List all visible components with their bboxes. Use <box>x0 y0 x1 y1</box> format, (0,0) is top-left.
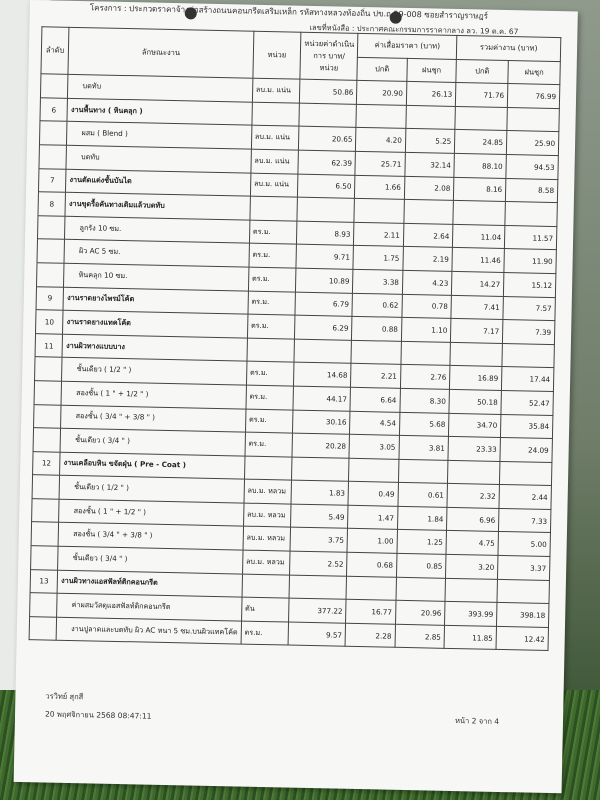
table-body <box>29 74 560 651</box>
row-no <box>39 145 67 169</box>
row-no <box>32 475 60 499</box>
row-unit: ลบ.ม. หลวม <box>243 527 291 552</box>
row-price-change-rain: 2.64 <box>403 223 453 248</box>
row-price-change-normal <box>346 576 396 601</box>
row-total-normal: 71.76 <box>456 83 508 108</box>
header-normal: ปกติ <box>456 59 508 84</box>
row-unit: ตัน <box>241 597 289 622</box>
row-total-rain: 398.18 <box>497 603 549 628</box>
row-desc: ชั้นเดียว ( 1/2 " ) <box>59 476 244 503</box>
row-total-normal: 14.27 <box>452 271 504 296</box>
row-price-change-rain: 1.25 <box>397 530 447 555</box>
row-rate: 1.83 <box>291 480 349 505</box>
row-total-rain <box>500 461 552 486</box>
row-desc: สองชั้น ( 3/4 " + 3/8 " ) <box>61 405 246 432</box>
row-total-normal: 11.46 <box>452 248 504 273</box>
header-total-work: รวมค่างาน (บาท) <box>457 35 561 61</box>
row-price-change-rain: 32.14 <box>405 152 455 177</box>
row-total-rain <box>502 343 554 368</box>
row-desc: งานราดยางแทคโค้ต <box>63 310 248 337</box>
row-no: 11 <box>35 333 63 357</box>
row-total-normal <box>455 106 507 131</box>
row-price-change-rain: 2.19 <box>403 247 453 272</box>
row-price-change-normal: 6.64 <box>350 387 400 412</box>
row-total-rain <box>507 107 559 132</box>
row-no <box>29 616 57 640</box>
row-unit: ตร.ม. <box>246 385 294 410</box>
row-no: 10 <box>36 310 64 334</box>
row-price-change-rain: 2.85 <box>395 624 445 649</box>
header-unit: หน่วย <box>253 31 301 79</box>
document-page <box>14 0 578 793</box>
row-desc: หินคลุก 10 ซม. <box>64 263 249 290</box>
row-total-normal <box>453 201 505 226</box>
row-rate: 20.28 <box>292 433 350 458</box>
row-price-change-normal <box>349 458 399 483</box>
row-total-rain: 15.12 <box>503 272 555 297</box>
row-no <box>33 428 61 452</box>
signer-name: วรวิทย์ สุกสี <box>45 691 84 702</box>
row-price-change-normal: 1.75 <box>353 246 403 271</box>
row-price-change-rain <box>401 341 451 366</box>
row-total-rain: 25.90 <box>506 131 558 156</box>
row-total-normal: 7.17 <box>451 319 503 344</box>
row-desc: งานพื้นทาง ( หินคลุก ) <box>67 98 252 125</box>
row-no: 13 <box>30 569 58 593</box>
header-desc: ลักษณะงาน <box>68 27 253 78</box>
row-total-normal: 88.10 <box>454 153 506 178</box>
row-price-change-normal <box>356 104 406 129</box>
row-desc: งานปูลาดและบดทับ ผิว AC หนา 5 ซม.บนผิวแทคโค้ต <box>56 617 241 644</box>
row-unit: ตร.ม. <box>249 220 297 245</box>
row-price-change-normal: 2.21 <box>351 364 401 389</box>
row-total-rain: 5.00 <box>498 532 550 557</box>
row-price-change-normal <box>351 340 401 365</box>
row-price-change-rain: 4.23 <box>402 270 452 295</box>
row-desc: บดทับ <box>66 145 251 172</box>
row-no: 7 <box>38 168 66 192</box>
row-unit: ลบ.ม. แน่น <box>251 126 299 151</box>
row-price-change-normal: 25.71 <box>355 151 405 176</box>
header-rain: ฝนชุก <box>508 60 560 85</box>
row-unit: ตร.ม. <box>245 432 293 457</box>
row-rate: 62.39 <box>298 150 356 175</box>
row-unit <box>242 574 290 599</box>
row-no <box>31 522 59 546</box>
row-no: 8 <box>38 192 66 216</box>
row-price-change-rain: 26.13 <box>406 82 456 107</box>
row-unit <box>252 102 300 127</box>
row-total-normal: 16.89 <box>450 366 502 391</box>
row-price-change-normal: 16.77 <box>346 600 396 625</box>
row-rate <box>294 339 352 364</box>
row-unit <box>244 456 292 481</box>
row-price-change-rain: 5.25 <box>405 129 455 154</box>
row-price-change-rain: 2.76 <box>400 365 450 390</box>
row-no <box>40 74 68 98</box>
row-total-normal: 24.85 <box>455 130 507 155</box>
row-unit <box>247 338 295 363</box>
row-rate <box>299 103 357 128</box>
row-unit: ตร.ม. <box>246 361 294 386</box>
row-price-change-normal: 1.66 <box>355 175 405 200</box>
row-price-change-rain <box>406 105 456 130</box>
row-unit: ลบ.ม. แน่น <box>251 149 299 174</box>
row-total-normal: 8.16 <box>454 177 506 202</box>
row-unit: ตร.ม. <box>247 314 295 339</box>
row-desc: สองชั้น ( 1 " + 1/2 " ) <box>61 381 246 408</box>
row-price-change-normal: 4.20 <box>356 128 406 153</box>
row-rate: 50.86 <box>300 79 358 104</box>
row-total-normal: 7.41 <box>451 295 503 320</box>
page-number: หน้า 2 จาก 4 <box>454 716 500 726</box>
row-rate: 6.50 <box>298 174 356 199</box>
row-unit: ลบ.ม. แน่น <box>250 173 298 198</box>
row-total-normal: 6.96 <box>447 507 499 532</box>
row-total-rain <box>497 579 549 604</box>
row-desc: ชั้นเดียว ( 3/4 " ) <box>60 428 245 455</box>
row-price-change-rain <box>404 200 454 225</box>
row-rate: 10.89 <box>296 268 354 293</box>
row-total-rain: 35.84 <box>501 414 553 439</box>
row-no: 12 <box>33 451 61 475</box>
row-total-rain: 11.90 <box>504 249 556 274</box>
row-total-rain: 7.33 <box>499 508 551 533</box>
row-price-change-normal: 1.00 <box>347 529 397 554</box>
row-price-change-normal: 0.68 <box>347 552 397 577</box>
row-no <box>37 215 65 239</box>
project-header: โครงการ : ประกวดราคาจ้างก่อสร้างถนนคอนกรีตเสริมเหล็ก รหัสทางหลวงท้องถิ่น ปข.ถ.59-008 ซอยสำราญราษฎร์ <box>89 3 489 21</box>
row-total-rain: 2.44 <box>499 485 551 510</box>
row-price-change-normal: 20.90 <box>357 81 407 106</box>
row-total-normal: 3.20 <box>446 554 498 579</box>
row-total-normal <box>448 460 500 485</box>
header-no: ลำดับ <box>41 27 69 75</box>
row-no <box>34 404 62 428</box>
row-unit: ลบ.ม. หลวม <box>243 503 291 528</box>
row-unit: ตร.ม. <box>241 621 289 646</box>
row-total-normal: 34.70 <box>449 413 501 438</box>
row-rate: 8.93 <box>297 221 355 246</box>
row-total-rain: 11.57 <box>504 225 556 250</box>
row-rate: 3.75 <box>290 528 348 553</box>
row-rate: 9.57 <box>288 622 346 647</box>
row-price-change-normal: 1.47 <box>348 505 398 530</box>
row-price-change-rain: 1.84 <box>397 506 447 531</box>
row-desc: งานตัดแต่งชั้นบันได <box>66 169 251 196</box>
row-rate <box>289 575 347 600</box>
row-total-rain: 76.99 <box>507 84 559 109</box>
row-price-change-rain: 5.68 <box>399 412 449 437</box>
row-desc: สองชั้น ( 3/4 " + 3/8 " ) <box>58 523 243 550</box>
row-no: 9 <box>36 286 64 310</box>
row-total-rain: 7.57 <box>503 296 555 321</box>
row-unit: ลบ.ม. หลวม <box>244 479 292 504</box>
row-desc: ชั้นเดียว ( 3/4 " ) <box>58 546 243 573</box>
row-rate: 377.22 <box>289 598 347 623</box>
row-desc: ลูกรัง 10 ซม. <box>65 216 250 243</box>
row-price-change-rain <box>396 577 446 602</box>
row-price-change-normal: 3.38 <box>353 269 403 294</box>
row-rate: 14.68 <box>294 362 352 387</box>
row-rate: 5.49 <box>291 504 349 529</box>
row-rate: 20.65 <box>299 127 357 152</box>
row-total-rain: 3.37 <box>498 555 550 580</box>
row-total-normal: 50.18 <box>449 389 501 414</box>
row-total-rain: 17.44 <box>501 367 553 392</box>
row-price-change-rain: 0.78 <box>402 294 452 319</box>
row-total-rain: 24.09 <box>500 438 552 463</box>
row-total-normal: 2.32 <box>447 484 499 509</box>
row-desc: งานเคลือบหิน ขจัดฝุ่น ( Pre - Coat ) <box>60 452 245 479</box>
row-unit: ลบ.ม. หลวม <box>242 550 290 575</box>
row-no <box>35 357 63 381</box>
cost-table <box>29 26 562 651</box>
row-price-change-normal: 0.88 <box>352 316 402 341</box>
row-desc: งานผิวทางแอสฟัลท์ติกคอนกรีต <box>57 570 242 597</box>
letter-reference: เลขที่หนังสือ : ประกาศคณะกรรมการราคากลาง ลว. 19 ต.ค. 67 <box>309 22 519 37</box>
row-total-normal: 23.33 <box>448 436 500 461</box>
row-desc: งานผิวทางแบบบาง <box>62 334 247 361</box>
row-total-rain: 12.42 <box>496 626 548 651</box>
row-unit: ตร.ม. <box>248 267 296 292</box>
row-total-normal: 4.75 <box>446 531 498 556</box>
row-total-normal <box>450 342 502 367</box>
row-no <box>34 381 62 405</box>
row-desc: บดทับ <box>68 75 253 102</box>
row-unit: ตร.ม. <box>248 291 296 316</box>
row-total-normal: 11.85 <box>444 625 496 650</box>
row-price-change-rain: 2.08 <box>404 176 454 201</box>
header-normal: ปกติ <box>357 57 407 82</box>
row-price-change-rain: 3.81 <box>399 435 449 460</box>
row-unit: ตร.ม. <box>249 243 297 268</box>
row-price-change-normal: 4.54 <box>350 411 400 436</box>
row-unit: ตร.ม. <box>245 409 293 434</box>
row-rate: 9.71 <box>296 244 354 269</box>
row-total-rain: 94.53 <box>506 154 558 179</box>
row-unit: ลบ.ม. แน่น <box>252 78 300 103</box>
row-desc: งานขุดรื้อคันทางเดิมแล้วบดทับ <box>65 192 250 219</box>
row-price-change-rain: 8.30 <box>400 388 450 413</box>
row-no <box>31 546 59 570</box>
row-price-change-normal: 3.05 <box>349 434 399 459</box>
row-desc: ผสม ( Blend ) <box>67 122 252 149</box>
row-price-change-normal: 2.11 <box>354 222 404 247</box>
row-no <box>37 239 65 263</box>
row-price-change-normal: 2.28 <box>345 623 395 648</box>
row-no <box>39 121 67 145</box>
row-rate: 44.17 <box>293 386 351 411</box>
row-no <box>37 263 65 287</box>
row-total-normal <box>445 578 497 603</box>
row-desc: ค่าผสมวัสดุแอสฟัลท์ติกคอนกรีต <box>57 593 242 620</box>
row-desc: ผิว AC 5 ซม. <box>64 240 249 267</box>
row-total-normal: 11.04 <box>453 224 505 249</box>
row-no <box>30 593 58 617</box>
header-rain: ฝนชุก <box>407 58 457 83</box>
row-total-normal: 393.99 <box>445 602 497 627</box>
row-rate <box>297 197 355 222</box>
row-price-change-rain <box>398 459 448 484</box>
row-total-rain: 8.58 <box>505 178 557 203</box>
row-price-change-rain: 1.10 <box>401 317 451 342</box>
print-datetime: 20 พฤศจิกายน 2568 08:47:11 <box>44 709 152 721</box>
row-no: 6 <box>40 98 68 122</box>
row-desc: สองชั้น ( 1 " + 1/2 " ) <box>59 499 244 526</box>
row-rate: 2.52 <box>290 551 348 576</box>
row-unit <box>250 196 298 221</box>
row-rate: 30.16 <box>293 410 351 435</box>
row-rate: 6.29 <box>295 315 353 340</box>
header-rate: หน่วยค่าดำเนินการ บาท/หน่วย <box>300 32 358 80</box>
row-desc: งานราดยางไพรม์โค้ต <box>63 287 248 314</box>
row-no <box>32 499 60 523</box>
row-price-change-normal: 0.62 <box>352 293 402 318</box>
row-desc: ชั้นเดียว ( 1/2 " ) <box>62 358 247 385</box>
row-rate <box>292 457 350 482</box>
row-price-change-rain: 0.61 <box>398 483 448 508</box>
row-price-change-rain: 0.85 <box>396 553 446 578</box>
header-price-change: ค่าเสื่อมราคา (บาท) <box>358 33 457 59</box>
row-rate: 6.79 <box>295 292 353 317</box>
row-price-change-rain: 20.96 <box>395 601 445 626</box>
row-total-rain <box>505 202 557 227</box>
row-price-change-normal <box>354 199 404 224</box>
row-total-rain: 52.47 <box>501 390 553 415</box>
row-total-rain: 7.39 <box>502 320 554 345</box>
row-price-change-normal: 0.49 <box>348 482 398 507</box>
